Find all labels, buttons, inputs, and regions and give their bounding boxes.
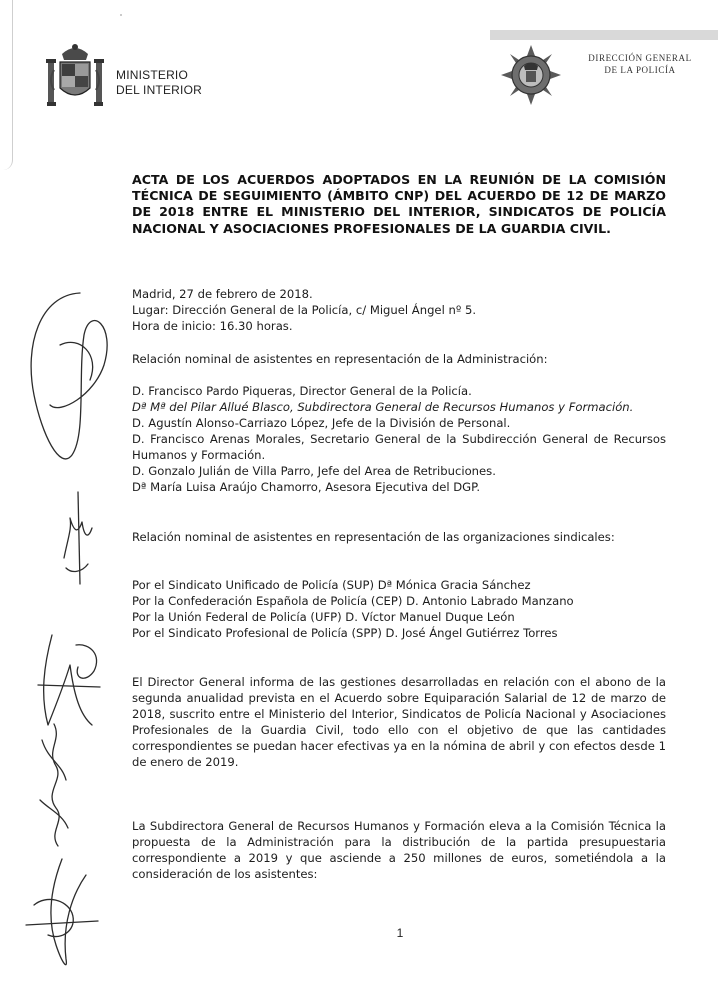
margin-signature-3	[30, 625, 110, 735]
page-number: 1	[396, 926, 404, 940]
scan-speck	[120, 14, 122, 16]
coat-of-arms-icon	[44, 40, 106, 114]
meeting-location: Lugar: Dirección General de la Policía, c/ Miguel Ángel nº 5.	[132, 303, 477, 317]
header-bar	[490, 30, 718, 40]
ministry-line-2: DEL INTERIOR	[116, 83, 202, 97]
document-title: ACTA DE LOS ACUERDOS ADOPTADOS EN LA REUNIÓN DE LA COMISIÓN TÉCNICA DE SEGUIMIENTO (ÁMBITO CNP) DEL ACUERDO DE 12 DE MARZO DE 2018 ENTRE EL MINISTERIO DEL INTERIOR, SINDICATOS DE POLICÍA NACIONAL Y ASOCIACIONES PROFESIONALES DE LA GUARDIA CIVIL.	[132, 172, 666, 236]
margin-signature-2	[58, 488, 98, 588]
admin-attendee: Dª María Luisa Araújo Chamorro, Asesora Ejecutiva del DGP.	[132, 480, 481, 494]
union-attendee: Por la Unión Federal de Policía (UFP) D. Víctor Manuel Duque León	[132, 610, 515, 624]
union-attendee: Por la Confederación Española de Policía (CEP) D. Antonio Labrado Manzano	[132, 594, 574, 608]
union-attendee: Por el Sindicato Profesional de Policía (SPP) D. José Ángel Gutiérrez Torres	[132, 626, 558, 640]
dgp-name	[570, 52, 710, 76]
meeting-info	[132, 286, 666, 334]
dgp-line-1: DIRECCIÓN GENERAL	[588, 53, 692, 63]
ministry-name	[116, 68, 202, 98]
admin-attendee-list	[132, 383, 666, 495]
dgp-line-2: DE LA POLICÍA	[604, 65, 676, 75]
admin-attendee: D. Gonzalo Julián de Villa Parro, Jefe del Area de Retribuciones.	[132, 464, 496, 478]
union-attendee: Por el Sindicato Unificado de Policía (SUP) Dª Mónica Gracia Sánchez	[132, 578, 531, 592]
body-paragraph-1	[132, 674, 666, 770]
union-attendee-list	[132, 577, 666, 641]
union-attendees-heading	[132, 529, 666, 545]
body-paragraph-2	[132, 818, 666, 882]
admin-attendees-heading	[132, 351, 666, 367]
admin-attendee: D. Francisco Pardo Piqueras, Director General de la Policía.	[132, 384, 472, 398]
ministry-line-1: MINISTERIO	[116, 68, 189, 82]
margin-signature-1	[20, 285, 120, 475]
union-heading-text: Relación nominal de asistentes en representación de las organizaciones sindicales:	[132, 530, 615, 544]
meeting-start-time: Hora de inicio: 16.30 horas.	[132, 319, 293, 333]
admin-attendee: D. Francisco Arenas Morales, Secretario General de la Subdirección General de Recursos Humanos y Formación.	[132, 432, 666, 462]
admin-attendee: D. Agustín Alonso-Carriazo López, Jefe de la División de Personal.	[132, 416, 511, 430]
admin-attendee: Dª Mª del Pilar Allué Blasco, Subdirectora General de Recursos Humanos y Formación.	[132, 400, 634, 414]
scan-edge-mark	[0, 0, 13, 170]
margin-signature-5	[22, 855, 102, 975]
margin-signature-4	[32, 720, 76, 850]
police-seal-icon	[500, 44, 562, 106]
paragraph-1-text: El Director General informa de las gestiones desarrolladas en relación con el abono de la segunda anualidad prevista en el Acuerdo sobre Equiparación Salarial de 12 de marzo de 2018, suscrito entre el Ministerio del Interior, Sindicatos de Policía Nacional y Asociaciones Profesionales de la Guardia Civil, todo ello con el objetivo de que las cantidades correspondientes se puedan hacer efectivas ya en la nómina de abril y con efectos desde 1 de enero de 2019.	[132, 675, 666, 769]
admin-heading-text: Relación nominal de asistentes en representación de la Administración:	[132, 352, 548, 366]
meeting-place-date: Madrid, 27 de febrero de 2018.	[132, 287, 313, 301]
paragraph-2-text: La Subdirectora General de Recursos Humanos y Formación eleva a la Comisión Técnica la propuesta de la Administración para la distribución de la partida presupuestaria correspondiente a 2019 y que asciende a 250 millones de euros, sometiéndola a la consideración de los asistentes:	[132, 819, 666, 881]
